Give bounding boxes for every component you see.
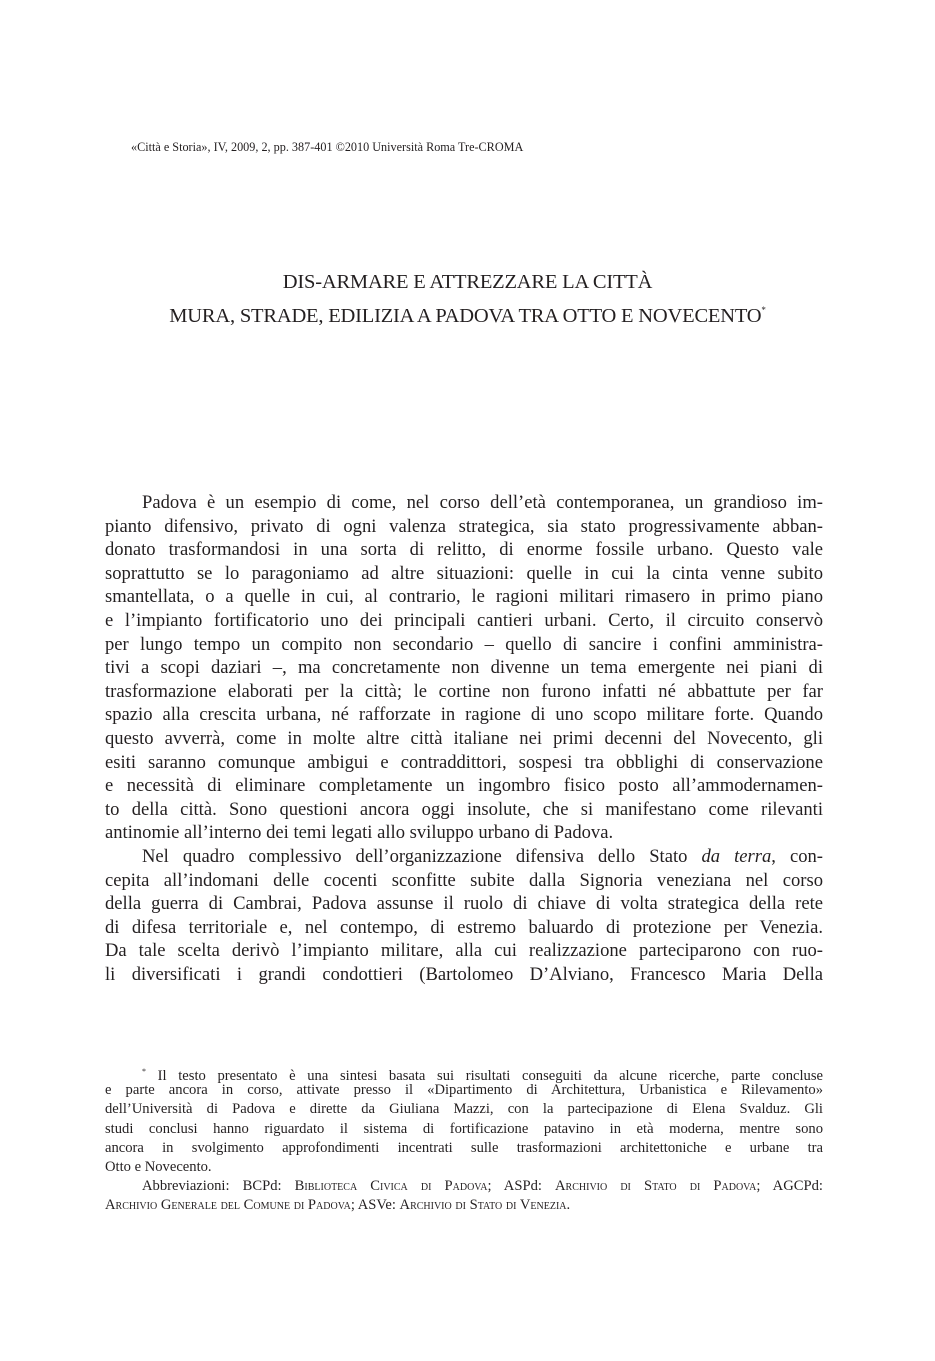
footnote-line: dell’Università di Padova e dirette da Giuliana Mazzi, con la partecipazione di Elena Svalduz. Gli [105, 1101, 823, 1118]
abbreviations-line: Abbreviazioni: BCPd: Biblioteca Civica di Padova; ASPd: Archivio di Stato di Padova; AGCPd: [142, 1178, 823, 1195]
body-line: esiti saranno comunque ambigui e contraddittori, sospesi tra obblighi di conservazione [105, 751, 823, 773]
body-line: spazio alla crescita urbana, né rafforzate in ragione di uno scopo militare forte. Quando [105, 704, 823, 726]
abbr-name: Archivio Generale del Comune di Padova [105, 1197, 351, 1214]
body-line: to della città. Sono questioni ancora oggi insolute, che si manifestano come rilevanti [105, 798, 823, 820]
footnote-line: studi conclusi hanno riguardato il sistema di fortificazione patavino in età moderna, mentre sono [105, 1120, 823, 1137]
body-line: e necessità di eliminare completamente un ingombro fisico posto all’ammodernamen- [105, 775, 823, 797]
body-line: della guerra di Cambrai, Padova assunse il ruolo di chiave di volta strategica della rete [105, 893, 823, 915]
abbreviations-line: Archivio Generale del Comune di Padova; ASVe: Archivio di Stato di Venezia. [105, 1197, 571, 1214]
footnote-line [105, 1062, 823, 1084]
abbr-code: BCPd: [242, 1178, 282, 1195]
paragraph-2 [105, 845, 823, 987]
abbr-name: Biblioteca Civica di Padova [294, 1178, 488, 1195]
italic-term: da terra [701, 845, 772, 867]
footnote-marker: * [142, 1067, 146, 1076]
paragraph-1 [105, 491, 823, 845]
body-line: cepita all’indomani delle cocenti sconfitte subite dalla Signoria veneziana nel corso [105, 869, 823, 891]
body-line: trasformazione elaborati per la città; le cortine non furono infatti né abbattute per far [105, 680, 823, 702]
footnote-line: ancora in svolgimento approfondimenti incentrati sulle trasformazioni architettoniche e urbane tra [105, 1139, 823, 1156]
abbr-code: AGCPd: [772, 1178, 823, 1195]
journal-citation: «Città e Storia», IV, 2009, 2, pp. 387-401 ©2010 Università Roma Tre-CROMA [131, 140, 524, 154]
body-line: Padova è un esempio di come, nel corso dell’età contemporanea, un grandioso im- [142, 492, 823, 513]
footnotes [105, 1062, 823, 1216]
abbr-code: ASPd: [503, 1178, 542, 1195]
body-text-run: , con- [771, 845, 823, 867]
body-line: li diversificati i grandi condottieri (Bartolomeo D’Alviano, Francesco Maria Della [105, 963, 823, 985]
body-line: donato trasformandosi in una sorta di relitto, di enorme fossile urbano. Questo vale [105, 539, 823, 561]
title-line-1: DIS-ARMARE E ATTREZZARE LA CITTÀ [282, 271, 653, 293]
article-title [0, 268, 935, 330]
body-text-run: Nel quadro complessivo dell’organizzazione difensiva dello Stato [142, 845, 702, 867]
title-line-2-text: MURA, STRADE, EDILIZIA A PADOVA TRA OTTO E NOVECENTO [169, 305, 762, 327]
abbr-name: Archivio di Stato di Venezia [399, 1197, 567, 1214]
abbr-name: Archivio di Stato di Padova [555, 1178, 757, 1195]
body-line: tivi a scopi daziari –, ma concretamente non divenne un tema emergente nei piani di [105, 657, 823, 679]
body-line: di difesa territoriale e, nel contempo, di estremo baluardo di protezione per Venezia. [105, 916, 823, 938]
title-footnote-marker[interactable]: * [761, 305, 766, 315]
body-line: e l’impianto fortificatorio uno dei principali cantieri urbani. Certo, il circuito conservò [105, 609, 823, 631]
body-line [105, 845, 823, 869]
abbreviations-label: Abbreviazioni: [142, 1178, 230, 1195]
body-line: questo avverrà, come in molte altre città italiane nei primi decenni del Novecento, gli [105, 727, 823, 749]
body-line: pianto difensivo, privato di ogni valenza strategica, sia stato progressivamente abban- [105, 515, 823, 537]
article-body [105, 491, 823, 986]
footnote-text: Il testo presentato è una sintesi basata sui risultati conseguiti da alcune ricerche, parte concluse [157, 1068, 823, 1084]
body-line: antinomie all’interno dei temi legati allo sviluppo urbano di Padova. [105, 822, 614, 844]
body-line: Da tale scelta derivò l’impianto militare, alla cui realizzazione parteciparono con ruo- [105, 940, 823, 962]
body-line: per lungo tempo un compito non secondario – quello di sancire i confini amministra- [105, 633, 823, 655]
footnote-line: Otto e Novecento. [105, 1158, 212, 1175]
body-line: smantellata, o a quelle in cui, al contrario, le ragioni militari rimasero in primo piano [105, 586, 823, 608]
abbr-code: ASVe: [357, 1197, 396, 1214]
body-line: soprattutto se lo paragoniamo ad altre situazioni: quelle in cui la cinta venne subito [105, 562, 823, 584]
footnote-line: e parte ancora in corso, attivate presso il «Dipartimento di Architettura, Urbanistica e Rilevamento» [105, 1082, 823, 1099]
title-line-2 [0, 296, 935, 330]
